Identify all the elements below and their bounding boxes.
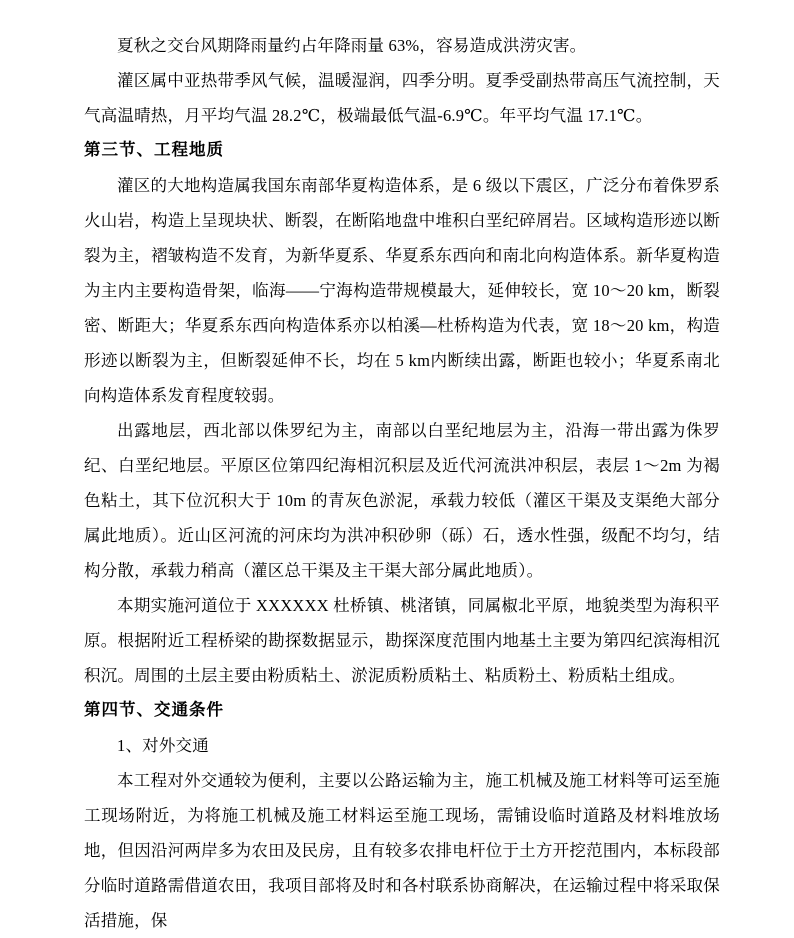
document-body	[84, 28, 720, 938]
paragraph-traffic-detail: 本工程对外交通较为便利，主要以公路运输为主，施工机械及施工材料等可运至施工现场附近，为将施工机械及施工材料运至施工现场，需铺设临时道路及材料堆放场地，但因沿河两岸多为农田及民房，且有较多农排电杆位于土方开挖范围内，本标段部分临时道路需借道农田，我项目部将及时和各村联系协商解决，在运输过程中将采取保活措施，保	[84, 771, 720, 930]
paragraph-strata: 出露地层，西北部以侏罗纪为主，南部以白垩纪地层为主，沿海一带出露为侏罗纪、白垩纪地层。平原区位第四纪海相沉积层及近代河流洪冲积层，表层 1～2m 为褐色粘土，其下位沉积大于 10m 的青灰色淤泥，承载力较低（灌区干渠及支渠绝大部分属此地质）。近山区河流的河床均为洪冲积砂卵（砾）石，透水性强，级配不均匀，结构分散，承载力稍高（灌区总干渠及主干渠大部分属此地质）。	[84, 421, 720, 580]
paragraph-geology-structure: 灌区的大地构造属我国东南部华夏构造体系，是 6 级以下震区，广泛分布着侏罗系火山岩，构造上呈现块状、断裂，在断陷地盘中堆积白垩纪碎屑岩。区域构造形迹以断裂为主，褶皱构造不发育，为新华夏系、华夏系东西向和南北向构造体系。新华夏构造为主内主要构造骨架，临海——宁海构造带规模最大，延伸较长，宽 10～20 km，断裂密、断距大；华夏系东西向构造体系亦以柏溪—杜桥构造为代表，宽 18～20 km，构造形迹以断裂为主，但断裂延伸不长，均在 5 km内断续出露，断距也较小；华夏系南北向构造体系发育程度较弱。	[84, 176, 720, 405]
paragraph-climate: 灌区属中亚热带季风气候，温暖湿润，四季分明。夏季受副热带高压气流控制，天气高温晴热，月平均气温 28.2℃，极端最低气温-6.9℃。年平均气温 17.1℃。	[84, 71, 720, 125]
heading-section-four: 第四节、交通条件	[84, 701, 224, 719]
paragraph-rainfall-flood: 夏秋之交台风期降雨量约占年降雨量 63%，容易造成洪涝灾害。	[117, 36, 587, 55]
paragraph-project-river-location: 本期实施河道位于 XXXXXX 杜桥镇、桃渚镇，同属椒北平原，地貌类型为海积平原。根据附近工程桥梁的勘探数据显示，勘探深度范围内地基土主要为第四纪滨海相沉积沉。周围的土层主要由粉质粘土、淤泥质粉质粘土、粘质粉土、粉质粘土组成。	[84, 596, 720, 685]
subitem-external-traffic: 1、对外交通	[117, 736, 209, 755]
heading-section-three: 第三节、工程地质	[84, 141, 224, 159]
